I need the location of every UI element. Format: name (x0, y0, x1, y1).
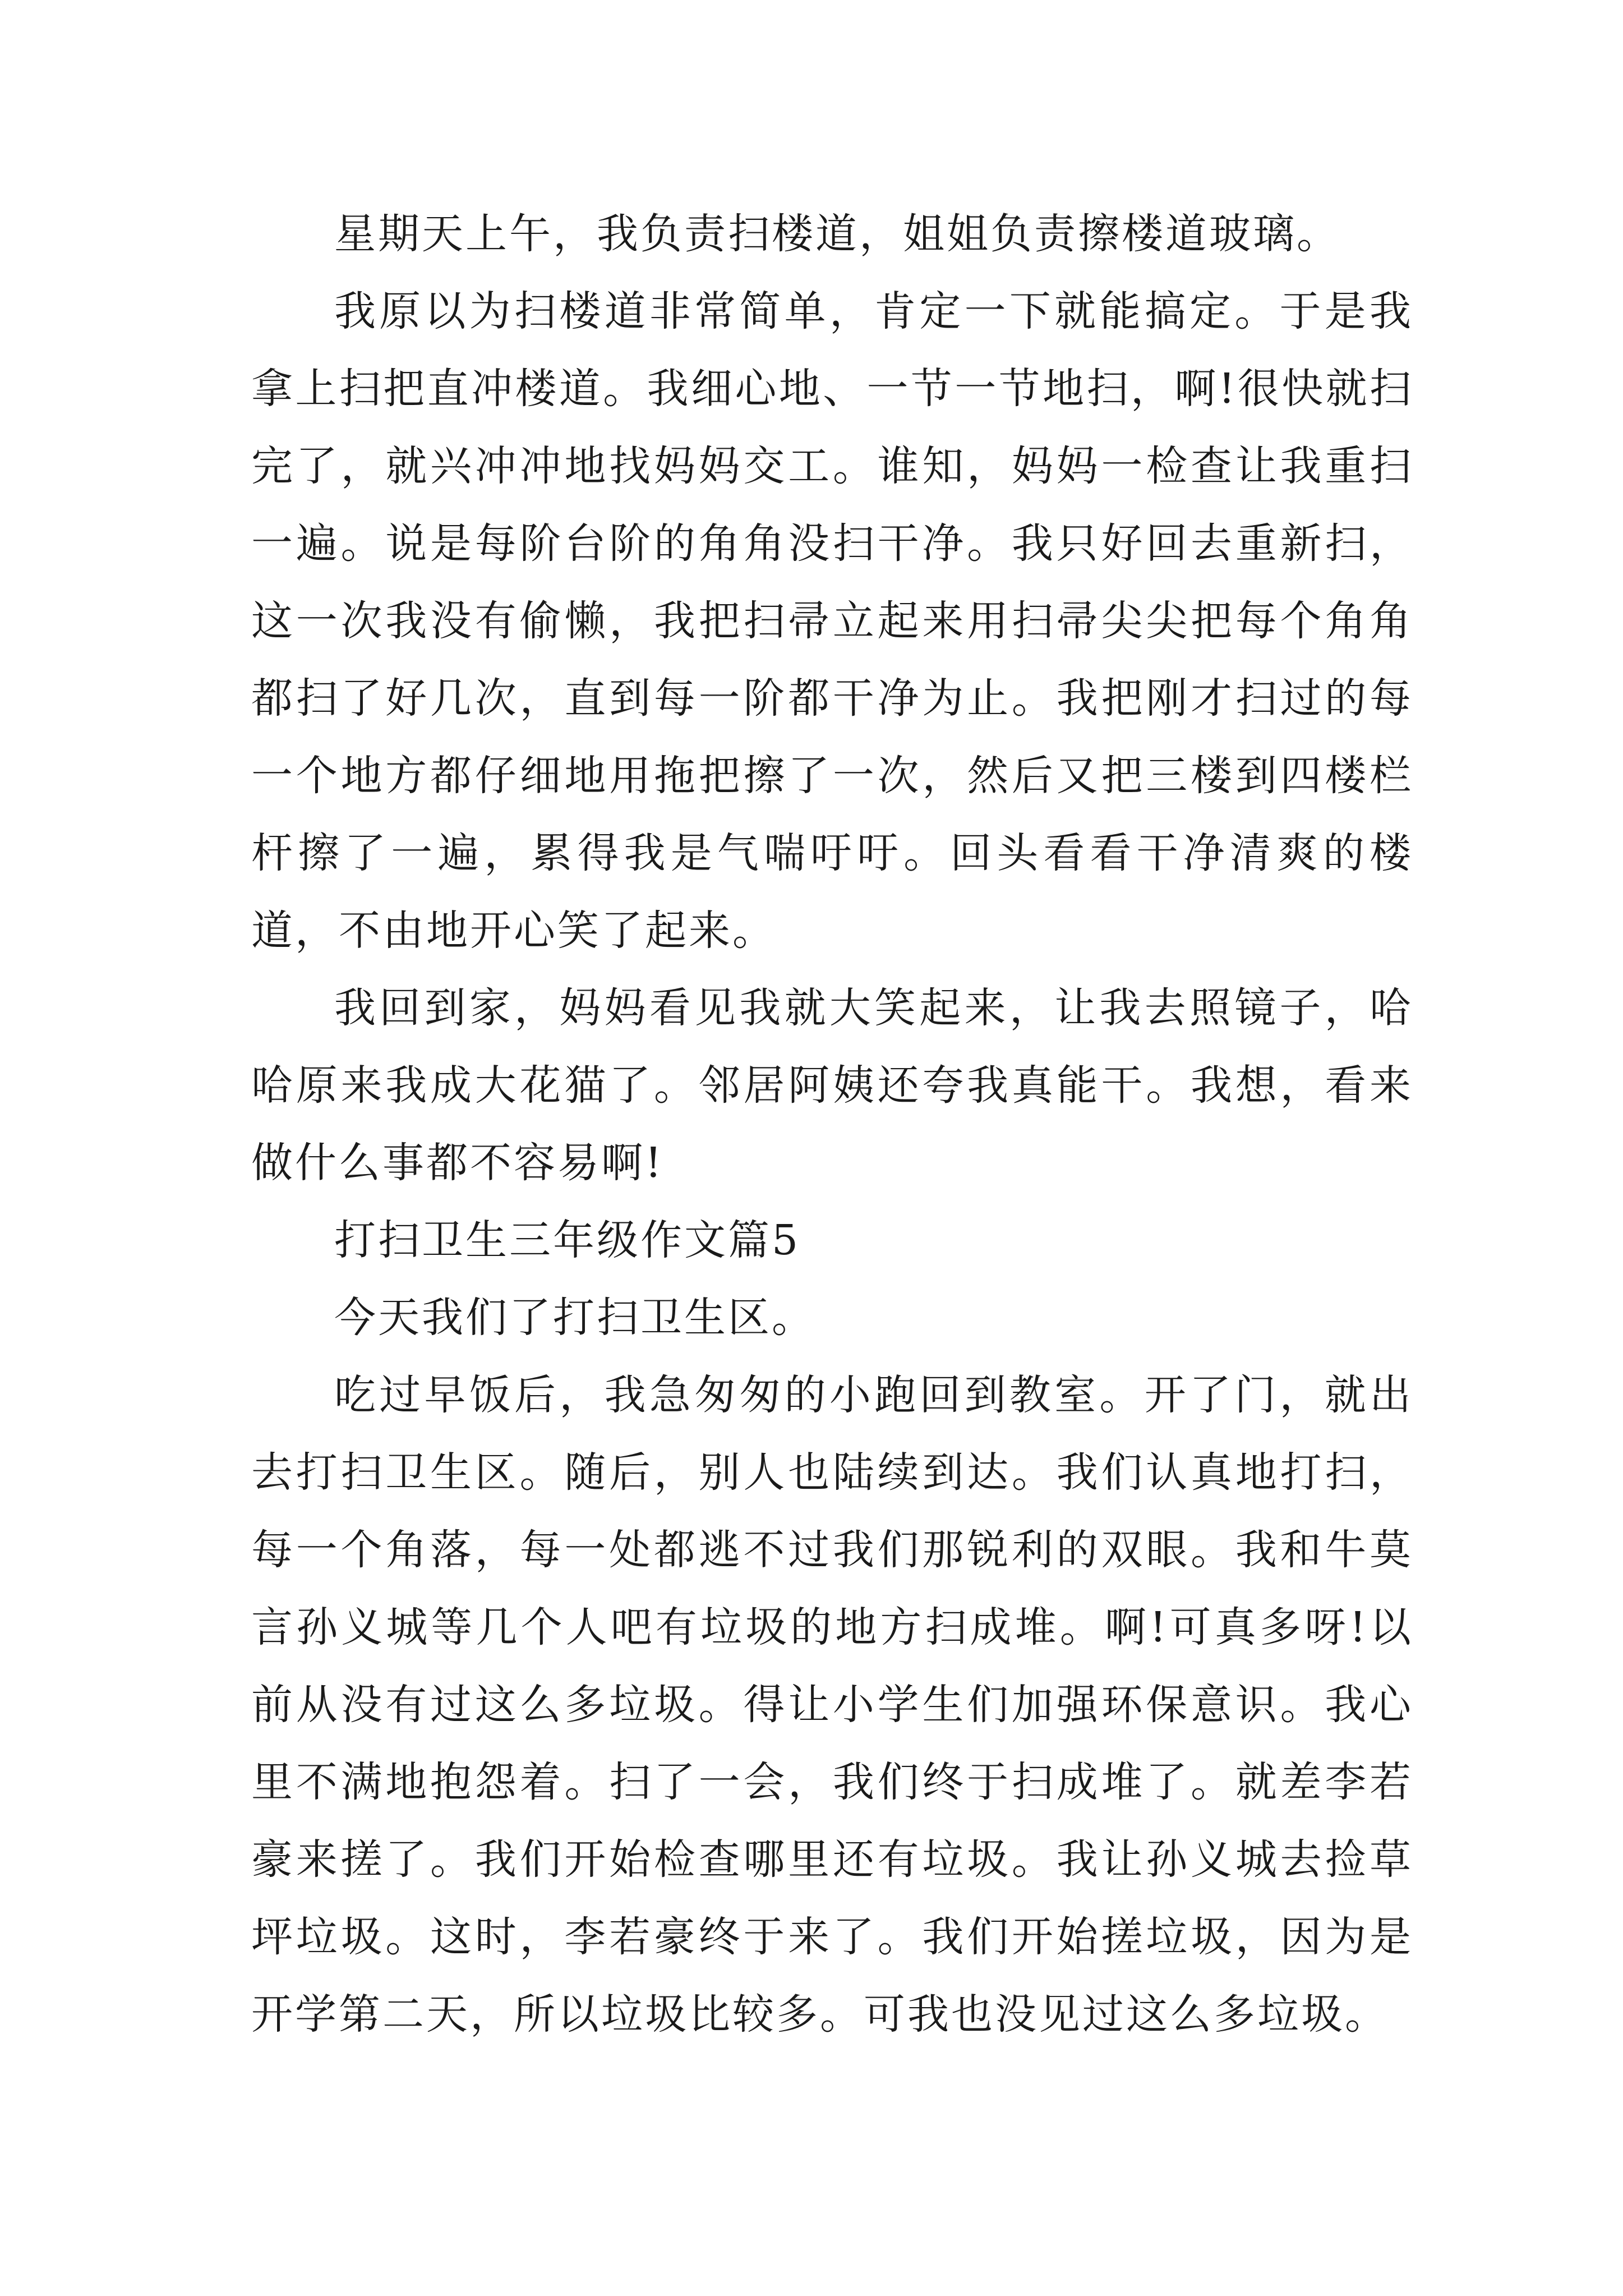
paragraph-sunday: 星期天上午，我负责扫楼道，姐姐负责擦楼道玻璃。 (334, 210, 1340, 258)
paragraph-today: 今天我们了打扫卫生区。 (334, 1294, 815, 1342)
paragraph-after-breakfast: 吃过早饭后，我急匆匆的小跑回到教室。开了门，就出去打扫卫生区。随后，别人也陆续到达。我们认真地打扫，每一个角落，每一处都逃不过我们那锐利的双眼。我和牛莫言孙义城等几个人吧有垃圾的地方扫成堆。啊!可真多呀!以前从没有过这么多垃圾。得让小学生们加强环保意识。我心里不满地抱怨着。扫了一会，我们终于扫成堆了。就差李若豪来搓了。我们开始检查哪里还有垃圾。我让孙义城去捡草坪垃圾。这时，李若豪终于来了。我们开始搓垃圾，因为是开学第二天，所以垃圾比较多。可我也没见过这么多垃圾。 (251, 1371, 1413, 2039)
paragraph-back-home: 我回到家，妈妈看见我就大笑起来，让我去照镜子，哈哈原来我成大花猫了。邻居阿姨还夸我真能干。我想，看来做什么事都不容易啊! (251, 984, 1413, 1187)
essay-heading: 打扫卫生三年级作文篇5 (334, 1216, 801, 1264)
document-body (251, 195, 1413, 2053)
paragraph-sweeping-stairs: 我原以为扫楼道非常简单，肯定一下就能搞定。于是我拿上扫把直冲楼道。我细心地、一节一节地扫，啊!很快就扫完了，就兴冲冲地找妈妈交工。谁知，妈妈一检查让我重扫一遍。说是每阶台阶的角角没扫干净。我只好回去重新扫，这一次我没有偷懒，我把扫帚立起来用扫帚尖尖把每个角角都扫了好几次，直到每一阶都干净为止。我把刚才扫过的每一个地方都仔细地用拖把擦了一次，然后又把三楼到四楼栏杆擦了一遍，累得我是气喘吁吁。回头看看干净清爽的楼道，不由地开心笑了起来。 (251, 287, 1413, 955)
